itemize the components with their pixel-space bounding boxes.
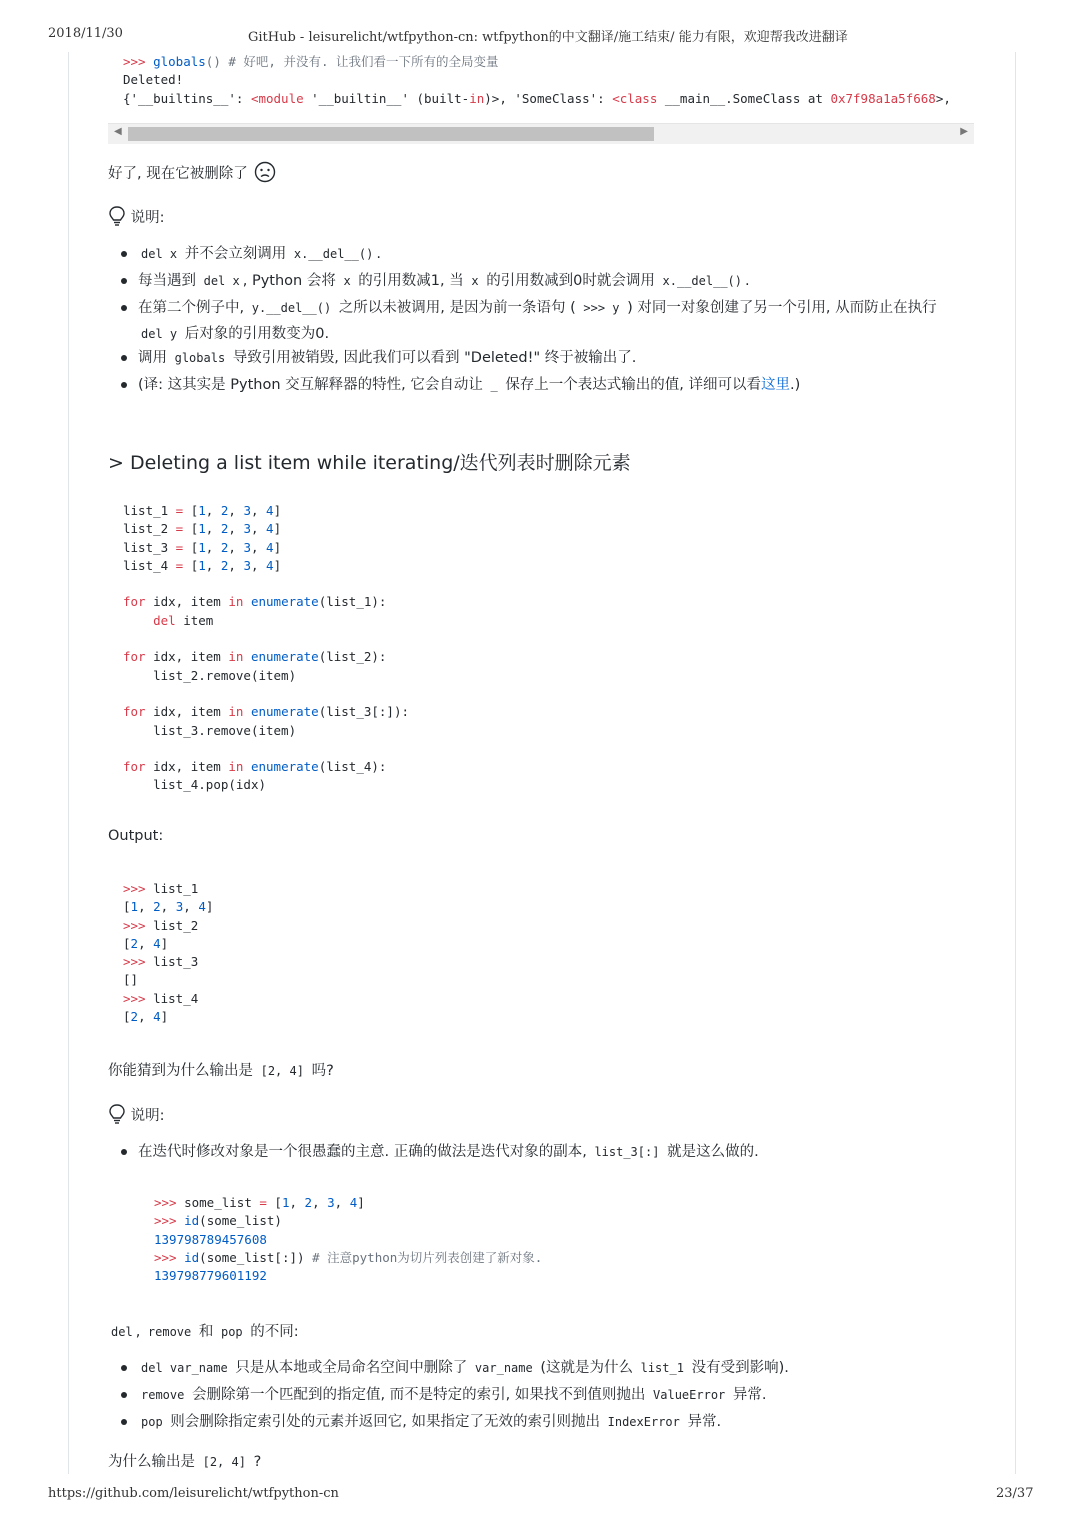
list-item: 每当遇到 del x , Python 会将 x 的引用数减1, 当 x 的引用数减到0时就会调用 x.__del__() . [138, 268, 750, 294]
list-item: remove 会删除第一个匹配到的指定值, 而不是特定的索引, 如果找不到值则抛出 ValueError 异常. [138, 1382, 766, 1408]
code-block-globals: >>> globals() # 好吧, 并没有. 让我们看一下所有的全局变量 Deleted! {'__builtins__': <module '__builtin__' (built-in)>, 'SomeClass': <class __main__.SomeClass at 0x7f98a1a5f668>, [123, 54, 951, 106]
output-label: Output: [108, 828, 164, 844]
explanation-heading: 说明: [108, 205, 165, 227]
difference-heading: del , remove 和 pop 的不同: [111, 1324, 299, 1340]
print-url: https://github.com/leisurelicht/wtfpython-cn [48, 1486, 339, 1501]
code-block-output: >>> list_1 [1, 2, 3, 4] >>> list_2 [2, 4] >>> list_3 [] >>> list_4 [2, 4] [123, 881, 214, 1025]
why-question: 为什么输出是 [2, 4] ? [108, 1454, 262, 1470]
section-heading: > Deleting a list item while iterating/迭代列表时删除元素 [108, 452, 631, 474]
explanation-heading: 说明: [108, 1103, 165, 1125]
lightbulb-icon [108, 205, 126, 227]
scrollbar-thumb[interactable] [128, 127, 654, 141]
list-item: del var_name 只是从本地或全局命名空间中删除了 var_name (这就是为什么 list_1 没有受到影响). [138, 1355, 789, 1381]
here-link[interactable]: 这里 [761, 377, 791, 393]
list-item: 在迭代时修改对象是一个很愚蠢的主意. 正确的做法是迭代对象的副本, list_3[:] 就是这么做的. [138, 1139, 759, 1165]
code-block-id: >>> some_list = [1, 2, 3, 4] >>> id(some_list) 139798789457608 >>> id(some_list[:]) # 注意python为切片列表创建了新对象. 139798779601192 [154, 1195, 543, 1284]
print-title: GitHub - leisurelicht/wtfpython-cn: wtfpython的中文翻译/施工结束/ 能力有限，欢迎帮我改进翻译 [248, 30, 848, 45]
list-item: (译: 这其实是 Python 交互解释器的特性, 它会自动让 _ 保存上一个表达式输出的值, 详细可以看这里.) [138, 372, 800, 398]
confused-face-icon [254, 161, 276, 183]
scroll-left-arrow-icon[interactable]: ◀ [114, 126, 122, 137]
lightbulb-icon [108, 1103, 126, 1125]
print-page-number: 23/37 [996, 1486, 1034, 1501]
print-date: 2018/11/30 [48, 26, 123, 41]
list-item: pop 则会删除指定索引处的元素并返回它, 如果指定了无效的索引则抛出 IndexError 异常. [138, 1409, 721, 1435]
list-item: 调用 globals 导致引用被销毁, 因此我们可以看到 "Deleted!" 终于被输出了. [138, 345, 636, 371]
scroll-right-arrow-icon[interactable]: ▶ [960, 126, 968, 137]
horizontal-scrollbar[interactable] [108, 123, 974, 144]
guess-question: 你能猜到为什么输出是 [2, 4] 吗? [108, 1063, 334, 1079]
list-item: 在第二个例子中, y.__del__() 之所以未被调用, 是因为前一条语句 ( >>> y ) 对同一对象创建了另一个引用, 从而防止在执行 del y 后对象的引用数变为0. [138, 295, 974, 347]
code-block-list-deletion: list_1 = [1, 2, 3, 4] list_2 = [1, 2, 3, 4] list_3 = [1, 2, 3, 4] list_4 = [1, 2, 3, 4] for idx, item in enumerate(list_1): del item for idx, item in enumerate(list_2): list_2.remove(item) for idx, item in enumerate(list_3[:]): list_3.remove(item) for idx, item in enumerate(list_4): list_4.pop(idx) [123, 503, 410, 793]
list-item: del x 并不会立刻调用 x.__del__() . [138, 241, 381, 267]
deleted-now-text: 好了, 现在它被删除了 [108, 161, 276, 183]
